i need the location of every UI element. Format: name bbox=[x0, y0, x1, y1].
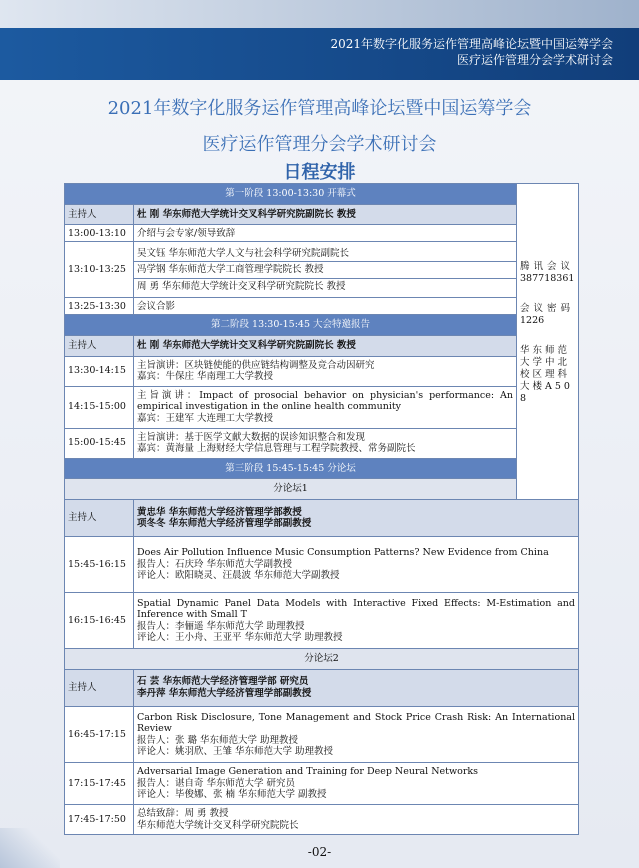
guest: 嘉宾：牛保庄 华南理工大学教授 bbox=[137, 371, 274, 383]
table-row bbox=[65, 386, 579, 428]
title-line-2: 医疗运作管理分会学术研讨会 bbox=[202, 134, 437, 155]
table-row bbox=[65, 707, 579, 763]
header-band bbox=[0, 28, 639, 80]
closing-affiliation: 华东师范大学统计交叉科学研究院院长 bbox=[137, 819, 299, 831]
time-cell: 15:45-16:15 bbox=[65, 537, 134, 593]
talk-title: 主旨演讲：Impact of prosocial behavior on physician's performance: An empirical investigation in the online health community bbox=[137, 389, 514, 413]
content-cell bbox=[134, 805, 579, 835]
guest: 嘉宾：黄海量 上海财经大学信息管理与工程学院教授、常务副院长 bbox=[137, 443, 416, 455]
time-cell: 13:25-13:30 bbox=[65, 298, 134, 315]
stage-1-host-row bbox=[65, 204, 579, 225]
content-cell bbox=[134, 593, 579, 649]
paper-title: Adversarial Image Generation and Training for Deep Neural Networks bbox=[137, 766, 479, 778]
time-cell: 16:15-16:45 bbox=[65, 593, 134, 649]
host-name: 石 芸 华东师范大学经济管理学部 研究员 bbox=[137, 676, 309, 688]
table-row bbox=[65, 225, 579, 242]
stage-3-title: 第三阶段 15:45-15:45 分论坛 bbox=[65, 458, 517, 479]
table-row bbox=[65, 763, 579, 805]
speaker-line: 冯学钢 华东师范大学工商管理学院院长 教授 bbox=[134, 262, 516, 279]
title-line-1: 2021年数字化服务运作管理高峰论坛暨中国运筹学会 bbox=[107, 98, 532, 119]
host-name: 杜 刚 华东师范大学统计交叉科学研究院副院长 教授 bbox=[134, 336, 517, 357]
presenter: 报告人：李俪遥 华东师范大学 助理教授 bbox=[137, 620, 305, 632]
meeting-info bbox=[517, 184, 579, 500]
discussant: 评论人：姚羽欣、王雏 华东师范大学 助理教授 bbox=[137, 746, 334, 757]
content-cell bbox=[134, 386, 517, 428]
content-cell bbox=[134, 428, 517, 458]
host-label: 主持人 bbox=[65, 204, 134, 225]
content-cell bbox=[134, 242, 517, 298]
time-cell: 16:45-17:15 bbox=[65, 707, 134, 763]
stage-1-title: 第一阶段 13:00-13:30 开幕式 bbox=[65, 184, 517, 205]
table-row bbox=[65, 428, 579, 458]
stage-3-row bbox=[65, 458, 579, 479]
time-cell: 13:10-13:25 bbox=[65, 242, 134, 298]
stage-2-title: 第二阶段 13:30-15:45 大会特邀报告 bbox=[65, 315, 517, 336]
page-number: -02- bbox=[307, 845, 332, 859]
header-line-1: 2021年数字化服务运作管理高峰论坛暨中国运筹学会 bbox=[330, 37, 613, 51]
guest: 嘉宾：王建军 大连理工大学教授 bbox=[137, 412, 274, 424]
table-row bbox=[65, 537, 579, 593]
time-cell: 13:00-13:10 bbox=[65, 225, 134, 242]
venue: 华东师范大学中北校区理科大楼A508 bbox=[520, 344, 573, 404]
table-row bbox=[65, 298, 579, 315]
content-cell: 介绍与会专家/领导致辞 bbox=[134, 225, 517, 242]
header-line-2: 医疗运作管理分会学术研讨会 bbox=[456, 53, 613, 67]
forum-2-title: 分论坛2 bbox=[65, 649, 579, 670]
corner-decoration bbox=[0, 828, 60, 868]
content-cell: 会议合影 bbox=[134, 298, 517, 315]
paper-title: Does Air Pollution Influence Music Consumption Patterns? New Evidence from China bbox=[137, 547, 549, 559]
password: 1226 bbox=[520, 314, 545, 326]
presenter: 报告人：石庆玲 华东师范大学副教授 bbox=[137, 558, 293, 570]
host-name: 李丹萍 华东师范大学经济管理学部副教授 bbox=[137, 687, 312, 699]
discussant: 评论人：毕俊娜、张 楠 华东师范大学 副教授 bbox=[137, 789, 327, 801]
presenter: 报告人：张 璐 华东师范大学 助理教授 bbox=[137, 734, 299, 746]
schedule-heading: 日程安排 bbox=[283, 162, 356, 183]
time-cell: 15:00-15:45 bbox=[65, 428, 134, 458]
talk-title: 主旨演讲：基于医学文献大数据的误诊知识整合和发现 bbox=[137, 431, 366, 443]
paper-title: Carbon Risk Disclosure, Tone Management and Stock Price Crash Risk: An International Review bbox=[137, 711, 576, 734]
content-cell bbox=[134, 707, 579, 763]
meeting-id-label: 腾讯会议 bbox=[520, 260, 575, 272]
speaker-line: 周 勇 华东师范大学统计交叉科学研究院院长 教授 bbox=[137, 280, 346, 292]
password-label: 会议密码 bbox=[520, 302, 575, 314]
host-names bbox=[134, 669, 579, 706]
discussant: 评论人：欧阳晓灵、汪晨波 华东师范大学副教授 bbox=[137, 570, 340, 582]
host-name: 杜 刚 华东师范大学统计交叉科学研究院副院长 教授 bbox=[134, 204, 517, 225]
presenter: 报告人：谌自奇 华东师范大学 研究员 bbox=[137, 777, 296, 789]
host-label: 主持人 bbox=[65, 336, 134, 357]
host-label: 主持人 bbox=[65, 500, 134, 537]
schedule-table bbox=[64, 183, 579, 835]
talk-title: 主旨演讲：区块链使能的供应链结构调整及竞合动因研究 bbox=[137, 359, 375, 371]
meeting-id: 387718361 bbox=[520, 272, 575, 284]
time-cell: 17:45-17:50 bbox=[65, 805, 134, 835]
content-cell bbox=[134, 356, 517, 386]
table-row bbox=[65, 242, 579, 298]
closing-remarks: 总结致辞：周 勇 教授 bbox=[137, 808, 229, 819]
table-row bbox=[65, 593, 579, 649]
host-name: 黄忠华 华东师范大学经济管理学部教授 bbox=[137, 506, 302, 518]
discussant: 评论人：王小舟、王亚平 华东师范大学 助理教授 bbox=[137, 632, 343, 644]
forum-2-row bbox=[65, 649, 579, 670]
host-label: 主持人 bbox=[65, 669, 134, 706]
speaker-line: 吴文钰 华东师范大学人文与社会科学研究院副院长 bbox=[134, 246, 516, 263]
forum-1-title: 分论坛1 bbox=[65, 479, 517, 500]
time-cell: 17:15-17:45 bbox=[65, 763, 134, 805]
table-row bbox=[65, 805, 579, 835]
forum-2-host-row bbox=[65, 669, 579, 706]
stage-1-row bbox=[65, 184, 579, 205]
content-cell bbox=[134, 537, 579, 593]
content-cell bbox=[134, 763, 579, 805]
paper-title: Spatial Dynamic Panel Data Models with Interactive Fixed Effects: M-Estimation and Inference with Small T bbox=[137, 597, 576, 621]
time-cell: 14:15-15:00 bbox=[65, 386, 134, 428]
forum-1-row bbox=[65, 479, 579, 500]
stage-2-host-row bbox=[65, 336, 579, 357]
forum-1-host-row bbox=[65, 500, 579, 537]
stage-2-row bbox=[65, 315, 579, 336]
host-name: 项冬冬 华东师范大学经济管理学部副教授 bbox=[137, 518, 312, 530]
time-cell: 13:30-14:15 bbox=[65, 356, 134, 386]
table-row bbox=[65, 356, 579, 386]
host-names bbox=[134, 500, 579, 537]
